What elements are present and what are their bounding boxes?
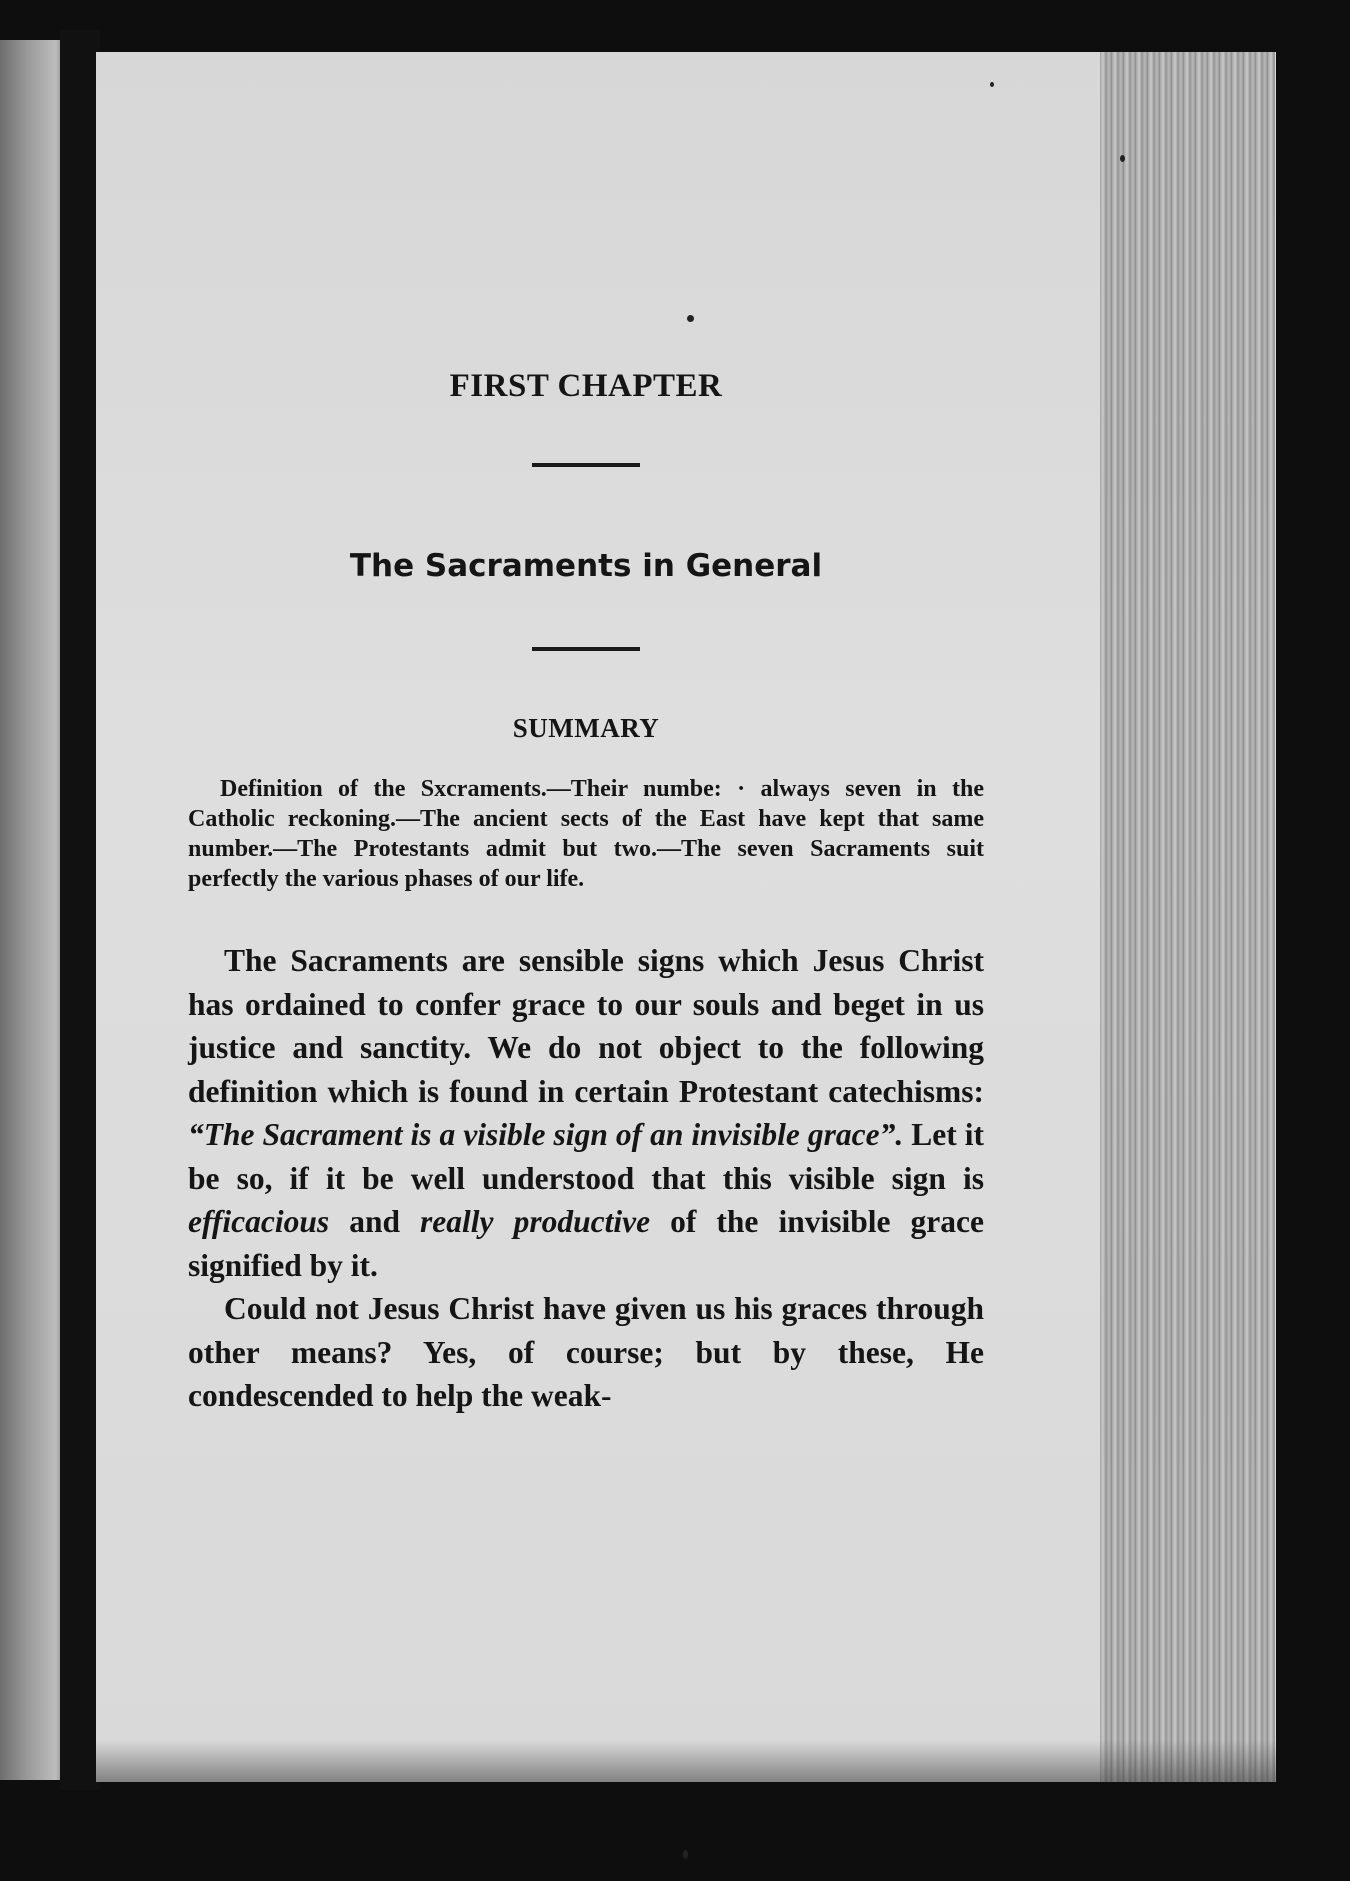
quoted-definition: “The Sacrament is a visible sign of an invisible grace”. (188, 1117, 904, 1152)
page-stack-edge (1100, 52, 1275, 1782)
book-gutter (60, 30, 100, 1790)
divider-rule-top (532, 463, 640, 467)
divider-rule-bottom (532, 647, 640, 651)
body-text-segment: The Sacraments are sensible signs which Jesus Christ has ordained to confer grace to our souls and beget in us justice and sanctity. We do not object to the following definition which is found in certain Protestant catechisms: (188, 943, 984, 1109)
emphasis-really-productive: really productive (420, 1204, 651, 1239)
chapter-heading: FIRST CHAPTER (449, 368, 723, 404)
scan-speck (990, 82, 994, 87)
body-text-segment: Let it be so, if it be well understood that this visible sign is (188, 1117, 984, 1196)
body-text-segment: of the invisible grace signified by it. (188, 1204, 984, 1283)
body-paragraph-1 (188, 939, 984, 1287)
page-bottom-shadow (96, 1740, 1276, 1782)
body-text-segment: and (329, 1204, 421, 1239)
page-content (188, 340, 984, 1418)
summary-heading: SUMMARY (512, 713, 660, 743)
scan-speck (683, 1850, 688, 1859)
scan-speck (1120, 155, 1125, 162)
chapter-title: The Sacraments in General (349, 548, 823, 584)
body-paragraph-2: Could not Jesus Christ have given us his graces through other means? Yes, of course; but by these, He condescended to help the weak- (188, 1291, 984, 1413)
scan-speck (687, 315, 694, 322)
emphasis-efficacious: efficacious (188, 1204, 330, 1239)
summary-text: Definition of the Sxcraments.—Their numbe: · always seven in the Catholic reckoning.—The ancient sects of the East have kept that same number.—The Protestants admit but two.—The seven Sacraments suit perfectly the various phases of our life. (188, 776, 984, 892)
